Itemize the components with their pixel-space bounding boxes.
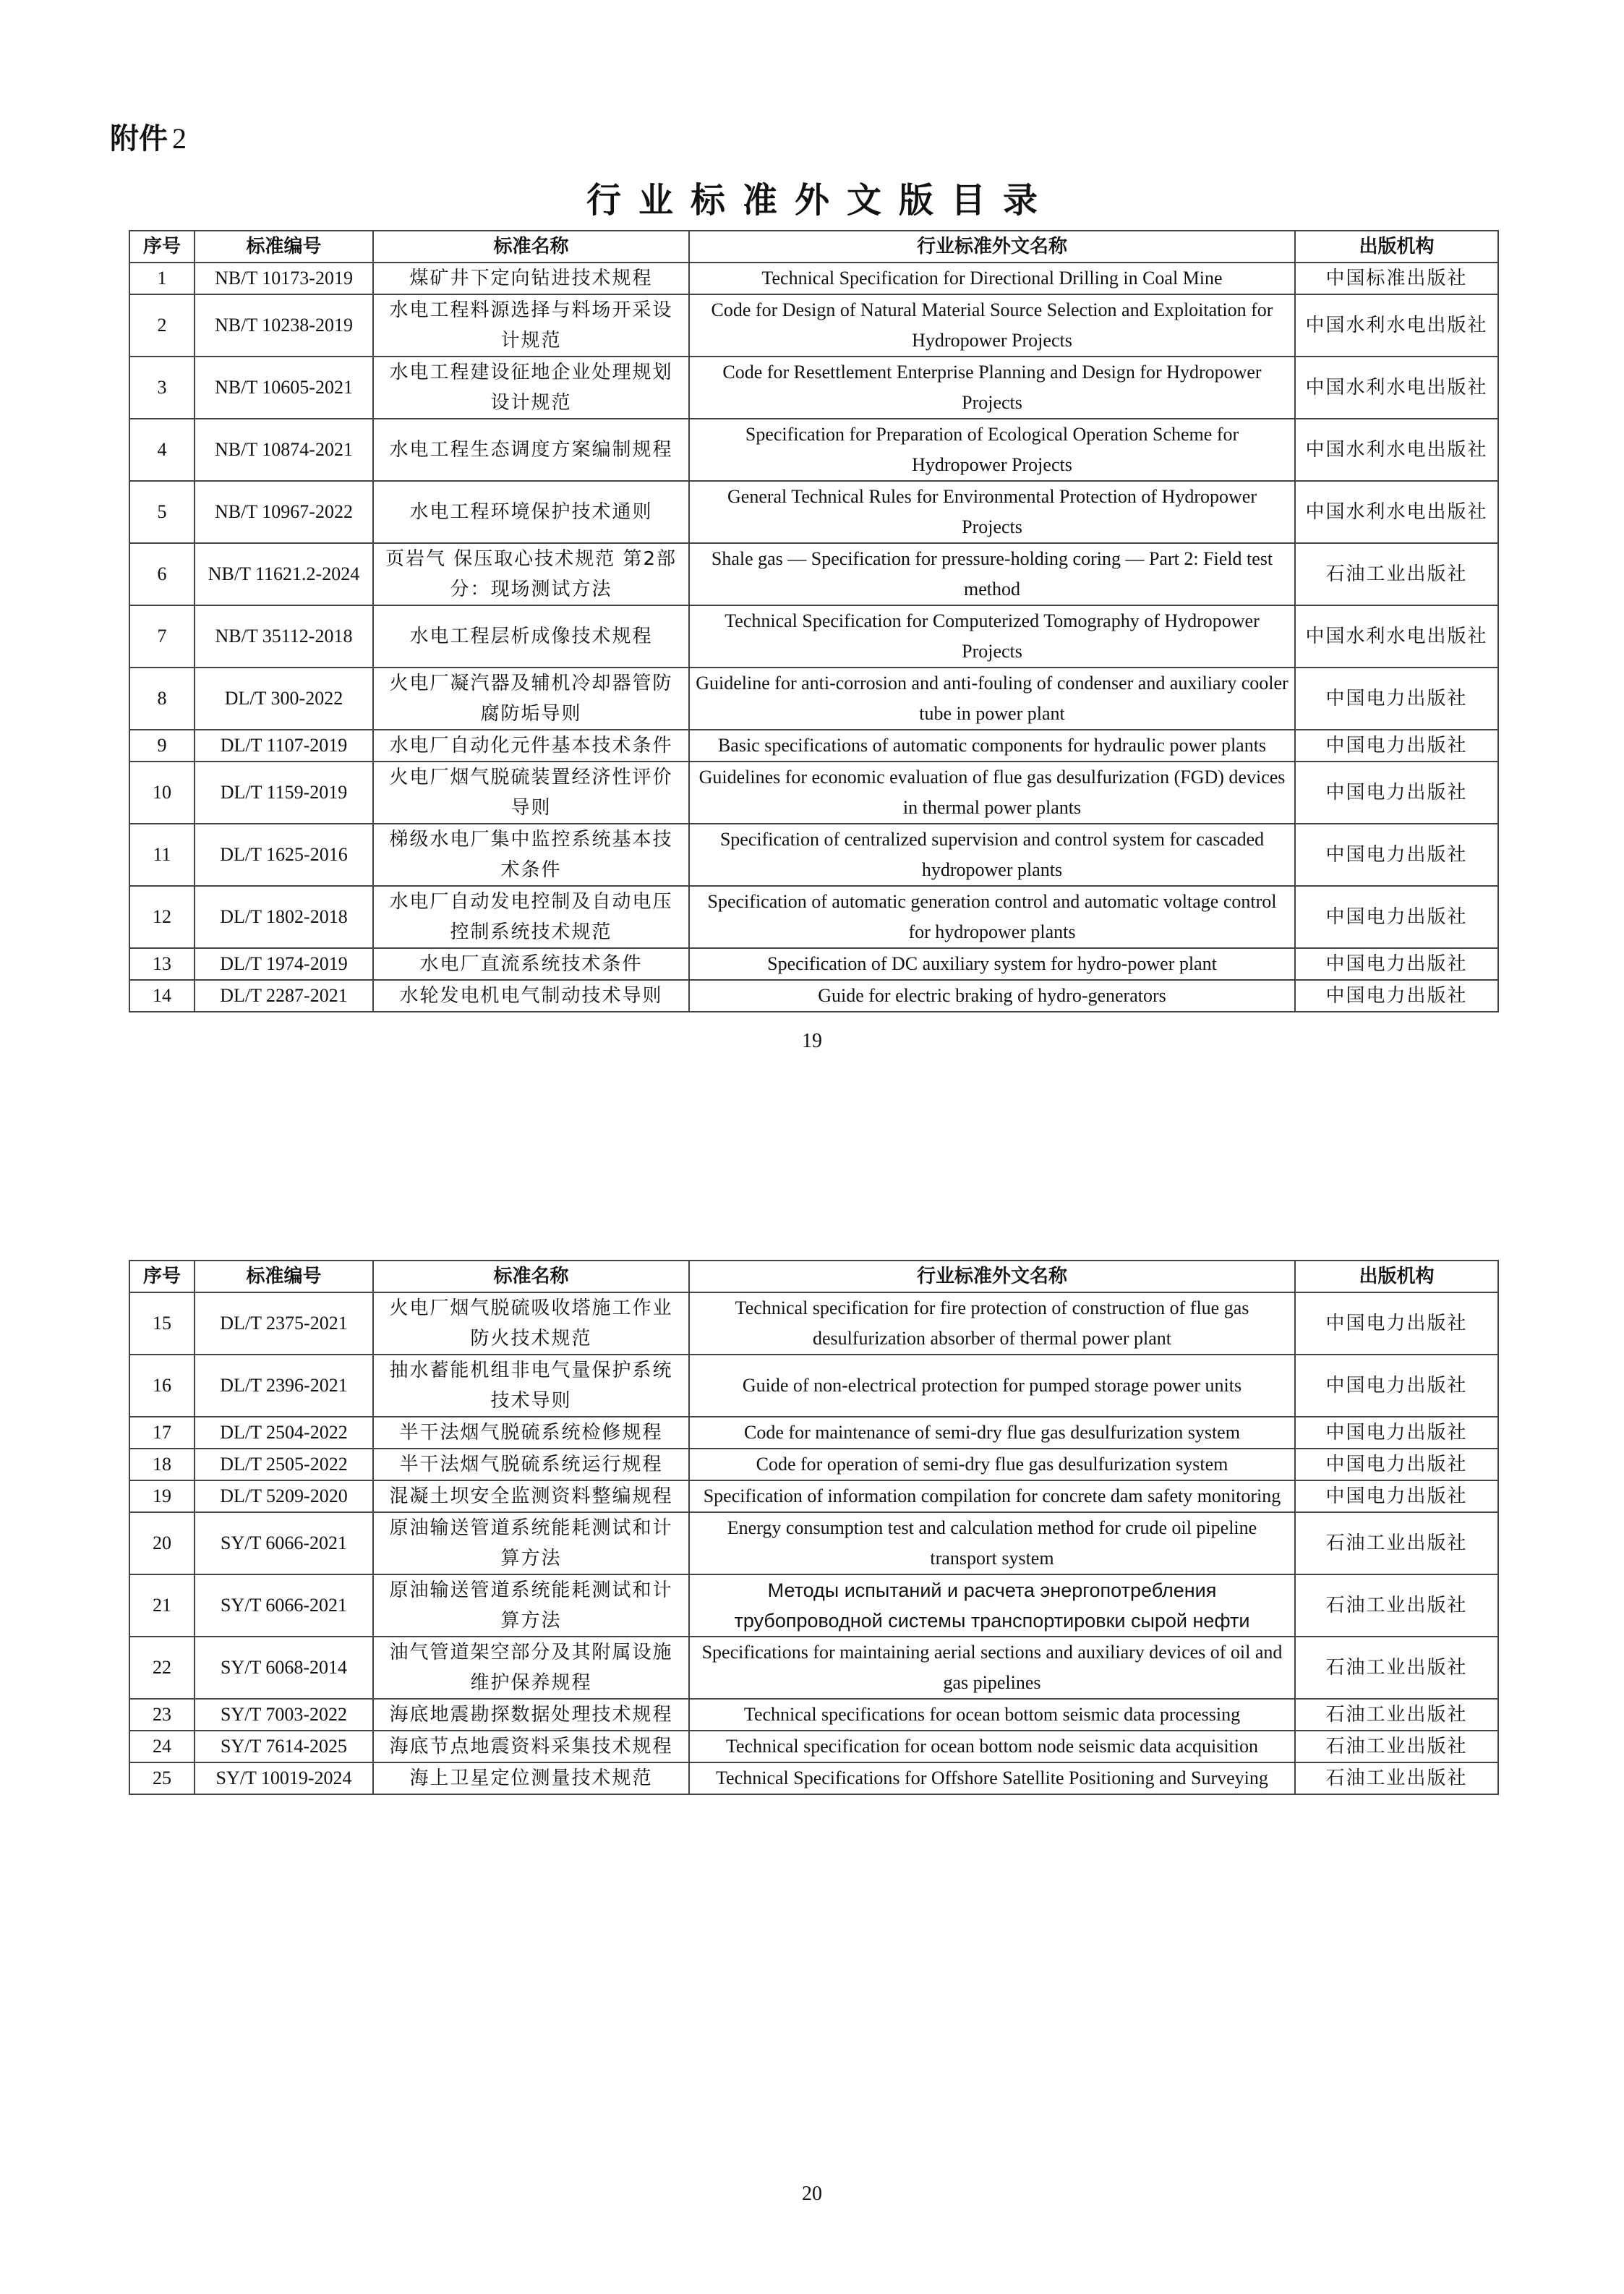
table-row bbox=[129, 543, 1498, 605]
english-name: Code for maintenance of semi-dry flue gas desulfurization system bbox=[689, 1417, 1295, 1449]
table-row bbox=[129, 1574, 1498, 1637]
english-name: Technical specification for fire protection of construction of flue gas desulfurization absorber of thermal power plant bbox=[689, 1292, 1295, 1355]
english-name: Shale gas — Specification for pressure-holding coring — Part 2: Field test method bbox=[689, 543, 1295, 605]
publisher: 中国电力出版社 bbox=[1295, 1292, 1498, 1355]
row-number: 24 bbox=[129, 1731, 195, 1762]
row-number: 13 bbox=[129, 948, 195, 980]
english-name: Technical Specifications for Offshore Satellite Positioning and Surveying bbox=[689, 1762, 1295, 1794]
standard-name: 海底地震勘探数据处理技术规程 bbox=[373, 1699, 689, 1731]
table-row bbox=[129, 1699, 1498, 1731]
english-name: Basic specifications of automatic components for hydraulic power plants bbox=[689, 730, 1295, 762]
publisher: 中国电力出版社 bbox=[1295, 980, 1498, 1012]
standard-name: 水轮发电机电气制动技术导则 bbox=[373, 980, 689, 1012]
header-english-name: 行业标准外文名称 bbox=[689, 231, 1295, 263]
publisher: 中国电力出版社 bbox=[1295, 1417, 1498, 1449]
header-english-name: 行业标准外文名称 bbox=[689, 1261, 1295, 1292]
row-number: 20 bbox=[129, 1512, 195, 1574]
standard-name: 煤矿井下定向钻进技术规程 bbox=[373, 263, 689, 294]
attachment-label: 附件 2 bbox=[110, 122, 187, 155]
standard-name: 半干法烟气脱硫系统检修规程 bbox=[373, 1417, 689, 1449]
publisher: 石油工业出版社 bbox=[1295, 1512, 1498, 1574]
page-title: 行业标准外文版目录 bbox=[586, 180, 1055, 221]
standard-code: DL/T 1802-2018 bbox=[195, 886, 373, 948]
table-row bbox=[129, 294, 1498, 357]
header-publisher: 出版机构 bbox=[1295, 231, 1498, 263]
publisher: 中国电力出版社 bbox=[1295, 730, 1498, 762]
english-name: Code for Resettlement Enterprise Planning and Design for Hydropower Projects bbox=[689, 357, 1295, 419]
row-number: 16 bbox=[129, 1355, 195, 1417]
english-name: Guide for electric braking of hydro-generators bbox=[689, 980, 1295, 1012]
publisher: 中国水利水电出版社 bbox=[1295, 481, 1498, 543]
english-name: Specification of centralized supervision and control system for cascaded hydropower plants bbox=[689, 824, 1295, 886]
publisher: 中国水利水电出版社 bbox=[1295, 419, 1498, 481]
standards-table-page-1 bbox=[129, 230, 1499, 1012]
standard-code: NB/T 10605-2021 bbox=[195, 357, 373, 419]
table-row bbox=[129, 1731, 1498, 1762]
standard-code: SY/T 6068-2014 bbox=[195, 1637, 373, 1699]
publisher: 中国电力出版社 bbox=[1295, 1480, 1498, 1512]
standard-name: 水电工程层析成像技术规程 bbox=[373, 605, 689, 668]
table-row bbox=[129, 980, 1498, 1012]
publisher: 石油工业出版社 bbox=[1295, 1762, 1498, 1794]
row-number: 4 bbox=[129, 419, 195, 481]
english-name: Technical Specification for Directional Drilling in Coal Mine bbox=[689, 263, 1295, 294]
standard-name: 海上卫星定位测量技术规范 bbox=[373, 1762, 689, 1794]
english-name: Guidelines for economic evaluation of flue gas desulfurization (FGD) devices in thermal power plants bbox=[689, 762, 1295, 824]
standard-code: DL/T 1159-2019 bbox=[195, 762, 373, 824]
standard-name: 火电厂凝汽器及辅机冷却器管防腐防垢导则 bbox=[373, 668, 689, 730]
standard-name: 混凝土坝安全监测资料整编规程 bbox=[373, 1480, 689, 1512]
english-name: Методы испытаний и расчета энергопотребления трубопроводной системы транспортировки сырой нефти bbox=[689, 1574, 1295, 1637]
row-number: 25 bbox=[129, 1762, 195, 1794]
header-name: 标准名称 bbox=[373, 231, 689, 263]
english-name: Code for Design of Natural Material Source Selection and Exploitation for Hydropower Projects bbox=[689, 294, 1295, 357]
table-row bbox=[129, 948, 1498, 980]
standard-code: NB/T 10967-2022 bbox=[195, 481, 373, 543]
table-row bbox=[129, 762, 1498, 824]
publisher: 石油工业出版社 bbox=[1295, 1574, 1498, 1637]
standard-name: 抽水蓄能机组非电气量保护系统技术导则 bbox=[373, 1355, 689, 1417]
table-body bbox=[129, 1292, 1498, 1794]
english-name: Specification of DC auxiliary system for hydro-power plant bbox=[689, 948, 1295, 980]
row-number: 7 bbox=[129, 605, 195, 668]
header-no: 序号 bbox=[129, 231, 195, 263]
standard-code: NB/T 35112-2018 bbox=[195, 605, 373, 668]
row-number: 17 bbox=[129, 1417, 195, 1449]
table-row bbox=[129, 357, 1498, 419]
table-row bbox=[129, 263, 1498, 294]
table-row bbox=[129, 886, 1498, 948]
standard-code: DL/T 1625-2016 bbox=[195, 824, 373, 886]
row-number: 8 bbox=[129, 668, 195, 730]
standard-name: 水电工程建设征地企业处理规划设计规范 bbox=[373, 357, 689, 419]
header-publisher: 出版机构 bbox=[1295, 1261, 1498, 1292]
standard-name: 水电厂自动化元件基本技术条件 bbox=[373, 730, 689, 762]
standard-code: DL/T 1107-2019 bbox=[195, 730, 373, 762]
header-code: 标准编号 bbox=[195, 1261, 373, 1292]
publisher: 石油工业出版社 bbox=[1295, 543, 1498, 605]
table-row bbox=[129, 1292, 1498, 1355]
english-name: Technical specifications for ocean bottom seismic data processing bbox=[689, 1699, 1295, 1731]
standard-code: DL/T 300-2022 bbox=[195, 668, 373, 730]
standard-code: DL/T 2396-2021 bbox=[195, 1355, 373, 1417]
standard-name: 梯级水电厂集中监控系统基本技术条件 bbox=[373, 824, 689, 886]
standard-name: 水电工程环境保护技术通则 bbox=[373, 481, 689, 543]
publisher: 中国电力出版社 bbox=[1295, 1355, 1498, 1417]
standard-name: 水电工程生态调度方案编制规程 bbox=[373, 419, 689, 481]
standard-code: SY/T 6066-2021 bbox=[195, 1574, 373, 1637]
publisher: 中国电力出版社 bbox=[1295, 948, 1498, 980]
table-row bbox=[129, 419, 1498, 481]
publisher: 中国电力出版社 bbox=[1295, 762, 1498, 824]
standard-code: NB/T 10874-2021 bbox=[195, 419, 373, 481]
standard-code: DL/T 2505-2022 bbox=[195, 1449, 373, 1480]
standard-name: 水电厂直流系统技术条件 bbox=[373, 948, 689, 980]
english-name: Specification for Preparation of Ecological Operation Scheme for Hydropower Projects bbox=[689, 419, 1295, 481]
row-number: 5 bbox=[129, 481, 195, 543]
publisher: 中国水利水电出版社 bbox=[1295, 294, 1498, 357]
row-number: 21 bbox=[129, 1574, 195, 1637]
header-no: 序号 bbox=[129, 1261, 195, 1292]
row-number: 23 bbox=[129, 1699, 195, 1731]
table-row bbox=[129, 730, 1498, 762]
standard-name: 油气管道架空部分及其附属设施维护保养规程 bbox=[373, 1637, 689, 1699]
header-code: 标准编号 bbox=[195, 231, 373, 263]
row-number: 12 bbox=[129, 886, 195, 948]
standard-name: 原油输送管道系统能耗测试和计算方法 bbox=[373, 1512, 689, 1574]
table-row bbox=[129, 668, 1498, 730]
row-number: 3 bbox=[129, 357, 195, 419]
row-number: 1 bbox=[129, 263, 195, 294]
english-name: Specification of automatic generation control and automatic voltage control for hydropower plants bbox=[689, 886, 1295, 948]
row-number: 2 bbox=[129, 294, 195, 357]
standard-name: 火电厂烟气脱硫装置经济性评价导则 bbox=[373, 762, 689, 824]
publisher: 中国电力出版社 bbox=[1295, 824, 1498, 886]
publisher: 中国水利水电出版社 bbox=[1295, 357, 1498, 419]
english-name: Energy consumption test and calculation method for crude oil pipeline transport system bbox=[689, 1512, 1295, 1574]
row-number: 15 bbox=[129, 1292, 195, 1355]
publisher: 中国水利水电出版社 bbox=[1295, 605, 1498, 668]
row-number: 9 bbox=[129, 730, 195, 762]
standard-name: 水电厂自动发电控制及自动电压控制系统技术规范 bbox=[373, 886, 689, 948]
table-row bbox=[129, 481, 1498, 543]
table-row bbox=[129, 824, 1498, 886]
standards-table-page-2 bbox=[129, 1260, 1499, 1795]
standard-code: DL/T 5209-2020 bbox=[195, 1480, 373, 1512]
table-row bbox=[129, 1449, 1498, 1480]
row-number: 10 bbox=[129, 762, 195, 824]
english-name: Specification of information compilation for concrete dam safety monitoring bbox=[689, 1480, 1295, 1512]
standard-name: 原油输送管道系统能耗测试和计算方法 bbox=[373, 1574, 689, 1637]
english-name: Code for operation of semi-dry flue gas desulfurization system bbox=[689, 1449, 1295, 1480]
publisher: 中国标准出版社 bbox=[1295, 263, 1498, 294]
standard-code: SY/T 6066-2021 bbox=[195, 1512, 373, 1574]
table-row bbox=[129, 1637, 1498, 1699]
standard-code: NB/T 11621.2-2024 bbox=[195, 543, 373, 605]
english-name: Guideline for anti-corrosion and anti-fouling of condenser and auxiliary cooler tube in power plant bbox=[689, 668, 1295, 730]
standard-code: SY/T 7003-2022 bbox=[195, 1699, 373, 1731]
row-number: 22 bbox=[129, 1637, 195, 1699]
table-row bbox=[129, 1512, 1498, 1574]
standard-code: SY/T 10019-2024 bbox=[195, 1762, 373, 1794]
row-number: 19 bbox=[129, 1480, 195, 1512]
publisher: 石油工业出版社 bbox=[1295, 1637, 1498, 1699]
table-row bbox=[129, 1480, 1498, 1512]
table-header-row bbox=[129, 1261, 1498, 1292]
english-name: Guide of non-electrical protection for pumped storage power units bbox=[689, 1355, 1295, 1417]
standard-code: NB/T 10173-2019 bbox=[195, 263, 373, 294]
publisher: 中国电力出版社 bbox=[1295, 1449, 1498, 1480]
standard-code: DL/T 2287-2021 bbox=[195, 980, 373, 1012]
standard-code: SY/T 7614-2025 bbox=[195, 1731, 373, 1762]
page-number: 20 bbox=[802, 2183, 822, 2205]
standard-code: DL/T 2504-2022 bbox=[195, 1417, 373, 1449]
standard-name: 水电工程料源选择与料场开采设计规范 bbox=[373, 294, 689, 357]
row-number: 11 bbox=[129, 824, 195, 886]
standard-name: 页岩气 保压取心技术规范 第2部分：现场测试方法 bbox=[373, 543, 689, 605]
standard-code: DL/T 2375-2021 bbox=[195, 1292, 373, 1355]
table-row bbox=[129, 1762, 1498, 1794]
page-number: 19 bbox=[802, 1030, 822, 1052]
row-number: 6 bbox=[129, 543, 195, 605]
standard-name: 海底节点地震资料采集技术规程 bbox=[373, 1731, 689, 1762]
table-header-row bbox=[129, 231, 1498, 263]
table-row bbox=[129, 605, 1498, 668]
english-name: Technical Specification for Computerized Tomography of Hydropower Projects bbox=[689, 605, 1295, 668]
table-row bbox=[129, 1417, 1498, 1449]
table-row bbox=[129, 1355, 1498, 1417]
standard-code: DL/T 1974-2019 bbox=[195, 948, 373, 980]
publisher: 中国电力出版社 bbox=[1295, 668, 1498, 730]
standard-name: 半干法烟气脱硫系统运行规程 bbox=[373, 1449, 689, 1480]
english-name: Technical specification for ocean bottom node seismic data acquisition bbox=[689, 1731, 1295, 1762]
header-name: 标准名称 bbox=[373, 1261, 689, 1292]
publisher: 石油工业出版社 bbox=[1295, 1699, 1498, 1731]
publisher: 石油工业出版社 bbox=[1295, 1731, 1498, 1762]
standard-code: NB/T 10238-2019 bbox=[195, 294, 373, 357]
english-name: Specifications for maintaining aerial sections and auxiliary devices of oil and gas pipelines bbox=[689, 1637, 1295, 1699]
row-number: 14 bbox=[129, 980, 195, 1012]
publisher: 中国电力出版社 bbox=[1295, 886, 1498, 948]
row-number: 18 bbox=[129, 1449, 195, 1480]
standard-name: 火电厂烟气脱硫吸收塔施工作业防火技术规范 bbox=[373, 1292, 689, 1355]
table-body bbox=[129, 263, 1498, 1012]
english-name: General Technical Rules for Environmental Protection of Hydropower Projects bbox=[689, 481, 1295, 543]
